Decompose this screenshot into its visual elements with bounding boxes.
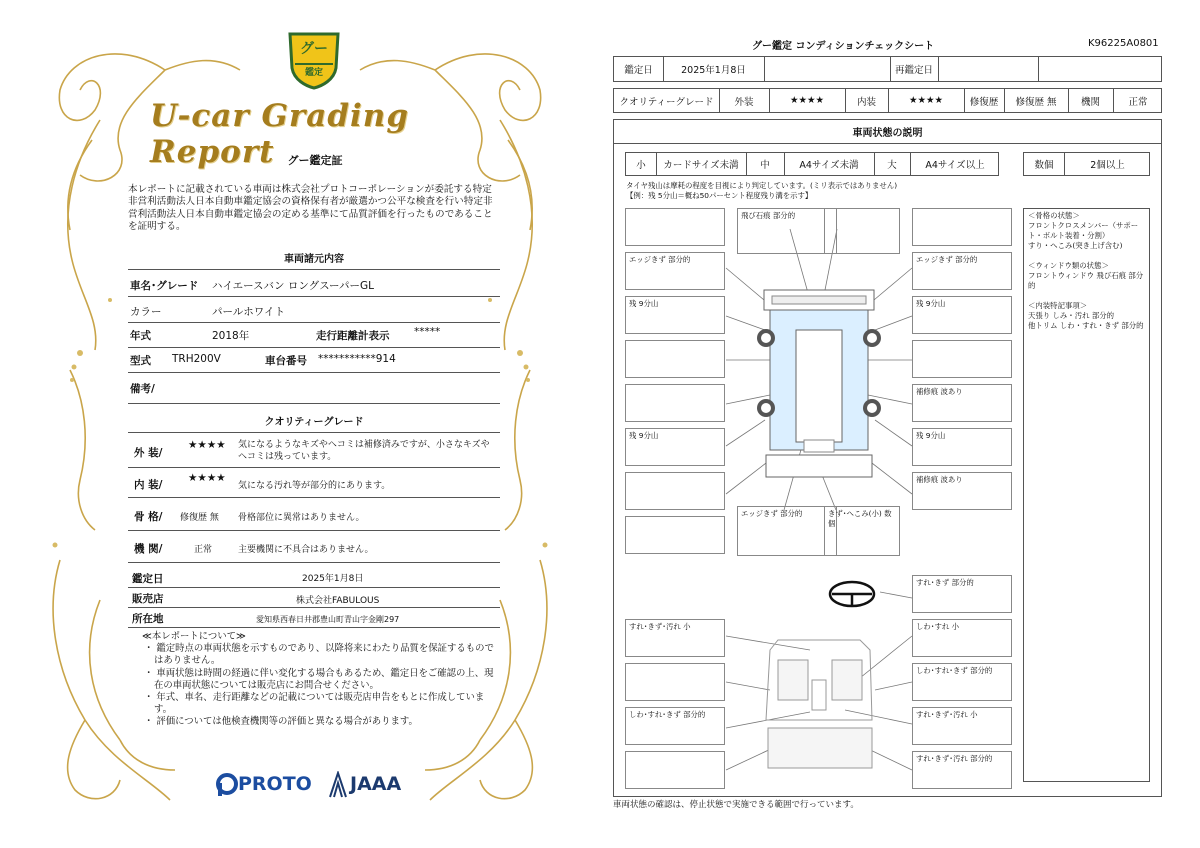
- legend-small-desc: カードサイズ未満: [656, 153, 747, 175]
- note-line: すり・へこみ(突き上げ含む): [1028, 241, 1123, 250]
- note-line: 天張り しみ・汚れ 部分的: [1028, 311, 1114, 320]
- address-value: 愛知県西春日井郡豊山町青山字金剛297: [256, 615, 400, 624]
- certificate-title: グー鑑定証: [287, 154, 343, 167]
- divider: [128, 322, 500, 323]
- date-label: 鑑定日: [132, 573, 164, 585]
- note-line: ＜骨格の状態＞: [1028, 211, 1080, 220]
- quality-exterior-stars: ★★★★: [188, 439, 226, 451]
- condition-box: しわ･すれ 小: [912, 619, 1012, 657]
- condition-box: [625, 516, 725, 554]
- note-item: ・ 年式、車名、走行距離などの記載については販売店申告をもとに作成しています。: [144, 692, 485, 716]
- note-line: フロントクロスメンバー（サポート・ボルト装着・分割）: [1028, 221, 1139, 240]
- legend-mid: 中: [746, 153, 785, 175]
- legend-mid-desc: A4サイズ未満: [784, 153, 875, 175]
- repair-label: 修復歴: [964, 89, 1005, 112]
- legend-large-desc: A4サイズ以上: [925, 160, 985, 171]
- date-value: 2025年1月8日: [302, 574, 364, 584]
- mileage-value: *****: [414, 326, 441, 338]
- car-name-value: ハイエースバン ロングスーパーGL: [212, 280, 375, 292]
- quality-frame-comment: 骨格部位に異常はありません。: [238, 513, 365, 523]
- remarks-label: 備考/: [130, 383, 155, 395]
- goo-kantei-badge: [286, 30, 342, 90]
- mileage-label: 走行距離計表示: [316, 330, 390, 342]
- quality-frame-label: 骨 格/: [134, 511, 163, 523]
- legend-count: 数個: [1024, 153, 1065, 175]
- interior-stars: ★★★★: [888, 89, 965, 112]
- divider: [128, 296, 500, 297]
- condition-check-sheet: [600, 0, 1200, 848]
- jaaa-logo-text: JAAA: [350, 773, 402, 795]
- interior-layout: [766, 640, 872, 768]
- condition-box: 補修痕 波あり: [912, 384, 1012, 422]
- condition-box: 残 9分山: [625, 296, 725, 334]
- condition-box: [824, 208, 900, 254]
- sponsor-logos: [216, 770, 416, 800]
- condition-box: 残 9分山: [912, 296, 1012, 334]
- condition-box: エッジきず 部分的: [912, 252, 1012, 290]
- note-spacer: [1028, 291, 1145, 301]
- divider: [128, 347, 500, 348]
- specs-section-title: 車両諸元内容: [284, 254, 344, 265]
- proto-logo-icon: [216, 773, 238, 797]
- condition-box: しわ･すれ･きず 部分的: [912, 663, 1012, 701]
- engine-value: 正常: [1128, 96, 1148, 108]
- condition-box: すれ･きず･汚れ 小: [912, 707, 1012, 745]
- quality-interior-label: 内 装/: [134, 479, 163, 491]
- condition-box: [625, 384, 725, 422]
- car-name-label: 車名･グレード: [130, 280, 199, 292]
- condition-box: [912, 208, 1012, 246]
- condition-box: 飛び石痕 部分的: [737, 208, 837, 254]
- note-line: フロントウィンドウ 飛び石痕 部分的: [1028, 271, 1144, 290]
- badge-text-top: グー: [300, 41, 328, 57]
- note-line: ＜内装特記事項＞: [1028, 301, 1088, 310]
- chassis-label: 車台番号: [265, 355, 307, 367]
- address-label: 所在地: [132, 613, 164, 625]
- condition-box: きず･へこみ(小) 数個: [824, 506, 900, 556]
- note-item: ・ 鑑定時点の車両状態を示すものであり、以降将来にわたり品質を保証するものではありません。: [144, 643, 494, 667]
- condition-box: [625, 340, 725, 378]
- quality-section-title: クオリティーグレード: [264, 417, 364, 428]
- condition-box: 残 9分山: [625, 428, 725, 466]
- divider: [128, 372, 500, 373]
- notes-title: ≪本レポートについて≫: [142, 631, 246, 642]
- condition-box: [625, 208, 725, 246]
- quality-interior-comment: 気になる汚れ等が部分的にあります。: [238, 481, 391, 491]
- quality-exterior-label: 外 装/: [134, 447, 163, 459]
- sheet-id: K96225A0801: [1088, 38, 1159, 49]
- special-notes-panel: [1023, 208, 1150, 782]
- quality-grade-label: クオリティーグレード: [614, 89, 720, 112]
- badge-text-bottom: 鑑定: [304, 68, 323, 78]
- quality-engine-value: 正常: [194, 545, 213, 555]
- condition-box: しわ･すれ･きず 部分的: [625, 707, 725, 745]
- color-value: パールホワイト: [212, 306, 285, 318]
- divider: [128, 467, 500, 468]
- note-item: ・ 車両状態は時間の経過に伴い変化する場合もあるため、鑑定日をご確認の上、現在の車両状態については販売店にお問合せください。: [144, 667, 494, 691]
- proto-logo-text: PROTO: [238, 773, 312, 795]
- divider: [128, 530, 500, 531]
- certificate-body: 本レポートに記載されている車両は株式会社プロトコーポレーションが委託する特定非営利活動法人日本自動車鑑定協会の資格保有者が厳選かつ公平な検査を行い特定非営利活動法人日本自動車鑑定協会の定める基準にて品質評価を行ったものであることを証明する。: [128, 184, 493, 233]
- note-spacer: [1028, 251, 1145, 261]
- legend-large: 大: [874, 153, 911, 175]
- condition-box: すれ･きず･汚れ 小: [625, 619, 725, 657]
- interior-label: 内装: [845, 89, 889, 112]
- tire-note: タイヤ残山は摩耗の程度を目視により判定しています。(ミリ表示ではありません): [626, 181, 898, 190]
- model-value: TRH200V: [172, 353, 221, 365]
- date-label: 鑑定日: [614, 57, 664, 81]
- note-line: ＜ウィンドウ類の状態＞: [1028, 261, 1109, 270]
- quality-engine-label: 機 関/: [134, 543, 163, 555]
- divider: [128, 627, 500, 628]
- legend-small: 小: [626, 153, 657, 175]
- exterior-stars: ★★★★: [769, 89, 846, 112]
- quality-interior-stars: ★★★★: [188, 472, 226, 484]
- steering-wheel-icon: [830, 582, 874, 606]
- report-title: U-car Grading Report: [150, 98, 410, 170]
- sheet-title: グー鑑定 コンディションチェックシート: [752, 41, 935, 52]
- divider: [128, 432, 500, 433]
- condition-box: [625, 472, 725, 510]
- divider: [128, 587, 500, 588]
- engine-label: 機関: [1068, 89, 1114, 112]
- color-label: カラー: [130, 306, 162, 318]
- condition-box: 補修痕 波あり: [912, 472, 1012, 510]
- quality-frame-value: 修復歴 無: [180, 513, 219, 523]
- dealer-value: 株式会社FABULOUS: [296, 596, 380, 606]
- model-label: 型式: [130, 355, 151, 367]
- divider: [128, 497, 500, 498]
- report-notes: [142, 631, 502, 729]
- condition-box: [625, 751, 725, 789]
- chassis-value: ***********914: [318, 353, 396, 365]
- van-top-view: [764, 290, 874, 477]
- tire-example: 【例：残 5分山＝概ね50パーセント程度残り溝を示す】: [626, 191, 813, 200]
- year-value: 2018年: [212, 330, 250, 342]
- quality-exterior-comment: 気になるようなキズやヘコミは補修済みですが、小さなキズやヘコミは残っています。: [238, 440, 490, 462]
- divider: [128, 607, 500, 608]
- condition-box: エッジきず 部分的: [737, 506, 837, 556]
- legend-count-desc: 2個以上: [1090, 160, 1125, 171]
- footer-note: 車両状態の確認は、停止状態で実施できる範囲で行っています。: [613, 800, 859, 810]
- condition-box: [912, 340, 1012, 378]
- date-value: 2025年1月8日: [663, 57, 765, 81]
- condition-box: すれ･きず･汚れ 部分的: [912, 751, 1012, 789]
- divider: [128, 562, 500, 563]
- divider: [128, 403, 500, 404]
- exterior-label: 外装: [719, 89, 770, 112]
- divider: [128, 269, 500, 270]
- redate-label: 再鑑定日: [890, 57, 939, 81]
- repair-value: 修復歴 無: [1004, 89, 1069, 112]
- dealer-label: 販売店: [132, 593, 164, 605]
- note-item: ・ 評価については他検査機関等の評価と異なる場合があります。: [144, 716, 418, 728]
- condition-box: すれ･きず 部分的: [912, 575, 1012, 613]
- condition-box: [625, 663, 725, 701]
- condition-box: エッジきず 部分的: [625, 252, 725, 290]
- year-label: 年式: [130, 330, 151, 342]
- jaaa-logo-icon: [328, 771, 348, 799]
- quality-engine-comment: 主要機関に不具合はありません。: [238, 545, 374, 555]
- section-title: 車両状態の説明: [613, 119, 1162, 144]
- note-line: 他トリム しわ・すれ・きず 部分的: [1028, 321, 1144, 330]
- condition-box: 残 9分山: [912, 428, 1012, 466]
